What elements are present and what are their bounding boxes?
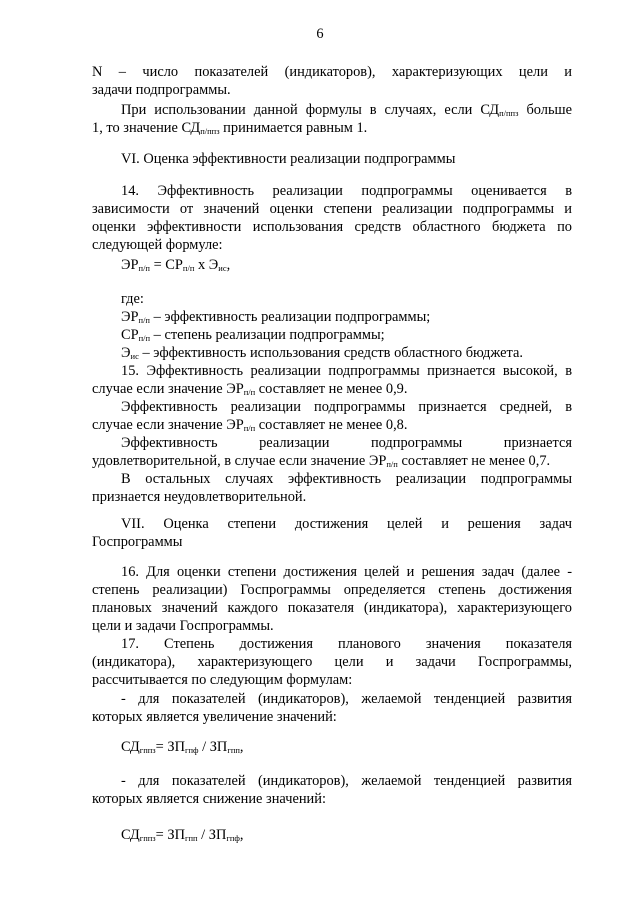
text-line: степень реализации) Госпрограммы определяется степень достижения [92,582,572,598]
text-line: которых является снижение значений: [92,791,326,807]
text-line: При использовании данной формулы в случаях, если $СД_{п/ппз}$ больше [121,102,572,118]
text-line: случае если значение $ЭР_{п/п}$ составляет не менее 0,8. [92,417,408,433]
text-line: задачи подпрограммы. [92,82,231,98]
text-line: зависимости от значений оценки степени реализации подпрограммы и [92,201,572,217]
text-line: $ЭР_{п/п}$ – эффективность реализации подпрограммы; [121,309,431,325]
text-line: Госпрограммы [92,534,183,550]
page-number: 6 [316,26,324,42]
text-line: $СР_{п/п}$ – степень реализации подпрограммы; [121,327,385,343]
text-line: 14. Эффективность реализации подпрограммы оценивается в [121,183,572,199]
text-line: следующей формуле: [92,237,223,253]
text-line: Эффективность реализации подпрограммы признается средней, в [121,399,572,415]
text-line: N – число показателей (индикаторов), характеризующих цели и [92,64,572,80]
text-line: 17. Степень достижения планового значения показателя [121,636,572,652]
text-line: (индикатора), характеризующего цели и задачи Госпрограммы, [92,654,572,670]
text-line: случае если значение $ЭР_{п/п}$ составляет не менее 0,9. [92,381,408,397]
text-line: плановых значений каждого показателя (индикатора), характеризующего [92,600,572,616]
text-line: Эффективность реализации подпрограммы признается [121,435,572,451]
text-line: удовлетворительной, в случае если значение $ЭР_{п/п}$ составляет не менее 0,7. [92,453,551,469]
text-line: цели и задачи Госпрограммы. [92,618,274,634]
text-line: $СД_{гппз}= ЗП_{гпф} / ЗП_{гпп}$, [121,739,244,755]
text-line: рассчитывается по следующим формулам: [92,672,353,688]
text-line: признается неудовлетворительной. [92,489,307,505]
text-line: В остальных случаях эффективность реализации подпрограммы [121,471,572,487]
text-line: $СД_{гппз}= ЗП_{гпп} / ЗП_{гпф}$, [121,827,244,843]
text-line: оценки эффективности использования средств областного бюджета по [92,219,572,235]
text-line: $Э_{ис}$ – эффективность использования средств областного бюджета. [121,345,523,361]
text-line: 1, то значение $СД_{п/ппз}$ принимается равным 1. [92,120,368,136]
text-line: где: [121,291,144,307]
text-line: которых является увеличение значений: [92,709,337,725]
text-line: - для показателей (индикаторов), желаемой тенденцией развития [121,773,572,789]
text-line: 15. Эффективность реализации подпрограммы признается высокой, в [121,363,572,379]
text-line: $ЭР_{п/п} = СР_{п/п}$ x $Э_{ис}$, [121,257,231,273]
text-line: - для показателей (индикаторов), желаемой тенденцией развития [121,691,572,707]
text-line: 16. Для оценки степени достижения целей и решения задач (далее - [121,564,572,580]
text-line: VII. Оценка степени достижения целей и решения задач [121,516,572,532]
text-line: VI. Оценка эффективности реализации подпрограммы [121,151,456,167]
